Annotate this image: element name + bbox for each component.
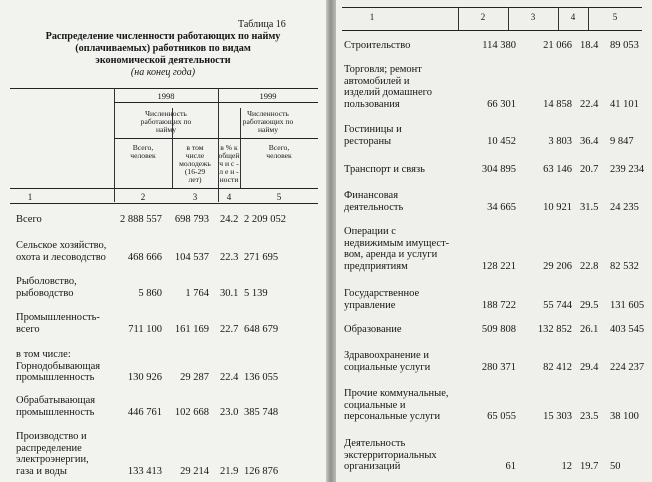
cell-total-1999: 131 605 <box>610 299 645 311</box>
cell-total: 66 301 <box>487 98 516 110</box>
cell-youth: 3 803 <box>548 135 572 147</box>
cell-youth: 63 146 <box>543 164 572 175</box>
row-label: экстерриториальных <box>344 449 437 461</box>
table-title: (оплачиваемых) работников по видам <box>75 43 251 54</box>
cell-total-1999: 126 876 <box>244 465 279 477</box>
row-label: Транспорт и связь <box>344 164 425 175</box>
row-label: промышленность <box>16 406 95 418</box>
subheader-youth: в том <box>186 143 204 152</box>
group-header-1998: найму <box>155 125 177 134</box>
cell-youth: 29 206 <box>543 260 572 272</box>
cell-total-1999: 403 545 <box>610 324 645 335</box>
year-1999: 1999 <box>259 91 277 101</box>
column-number: 2 <box>480 12 486 22</box>
row-label: пользования <box>344 98 400 110</box>
year-rule <box>114 102 318 103</box>
subheader-youth: числе <box>185 151 205 160</box>
cell-percent: 20.7 <box>580 164 599 175</box>
cell-percent: 26.1 <box>580 324 599 335</box>
cell-total-1999: 224 237 <box>610 361 645 373</box>
cell-youth: 15 303 <box>543 411 572 422</box>
group-header-1999: Численность <box>247 109 289 118</box>
column-number-rule <box>10 203 318 204</box>
cell-total: 130 926 <box>127 372 162 383</box>
cell-youth: 10 921 <box>543 201 572 213</box>
row-label: всего <box>16 323 40 335</box>
year-1998: 1998 <box>157 91 175 101</box>
column-number-rule <box>342 30 642 31</box>
cell-total-1999: 648 679 <box>244 323 279 335</box>
row-label: электроэнергии, <box>16 454 89 465</box>
cell-total-1999: 38 100 <box>610 411 639 422</box>
cell-youth: 29 214 <box>180 465 209 477</box>
row-label: Государственное <box>344 288 420 299</box>
cell-total-1999: 385 748 <box>244 406 279 418</box>
cell-percent: 23.5 <box>580 411 599 422</box>
cell-youth: 132 852 <box>537 324 572 335</box>
row-label: в том числе: <box>16 349 71 360</box>
cell-youth: 29 287 <box>180 372 209 383</box>
cell-percent: 22.7 <box>220 323 239 335</box>
cell-total: 133 413 <box>127 465 162 477</box>
cell-total-1999: 41 101 <box>610 98 639 110</box>
cell-total: 446 761 <box>127 406 162 418</box>
row-label: автомобилей и <box>344 75 410 87</box>
table-number: Таблица 16 <box>238 19 286 30</box>
group-header-1999: работающих по <box>242 117 294 126</box>
cell-total: 61 <box>505 461 516 472</box>
cell-percent: 21.9 <box>220 465 239 477</box>
cell-total-1999: 239 234 <box>610 164 645 175</box>
cell-total: 509 808 <box>481 324 516 335</box>
cell-total-1999: 271 695 <box>244 251 279 263</box>
table-title: экономической деятельности <box>95 55 231 66</box>
column-number: 5 <box>276 192 282 202</box>
cell-total: 188 722 <box>481 299 516 311</box>
cell-total: 114 380 <box>482 40 516 51</box>
row-label: Строительство <box>344 40 411 51</box>
subheader-percent: л е н - <box>219 167 239 176</box>
row-label: распределение <box>16 442 82 454</box>
row-label: социальные и <box>344 399 406 411</box>
cell-total: 10 452 <box>487 135 516 147</box>
row-label: Здравоохранение и <box>344 350 429 361</box>
cell-total-1999: 9 847 <box>610 135 634 147</box>
cell-percent: 22.4 <box>580 98 599 110</box>
cell-total: 34 665 <box>487 201 516 213</box>
cell-total: 304 895 <box>481 164 516 175</box>
subheader-total: человек <box>130 151 156 160</box>
row-label: Финансовая <box>344 190 399 201</box>
cell-total-1999: 5 139 <box>244 287 268 299</box>
cell-youth: 21 066 <box>543 40 572 51</box>
group-rule <box>114 138 318 139</box>
column-number: 5 <box>612 12 618 22</box>
cell-total: 280 371 <box>481 361 516 373</box>
row-label: Операции с <box>344 226 396 237</box>
cell-youth: 55 744 <box>543 299 572 311</box>
row-label: управление <box>344 299 396 311</box>
row-label: Производство и <box>16 431 87 442</box>
header-rule <box>10 188 318 189</box>
column-number: 3 <box>530 12 536 22</box>
cell-total-1999: 89 053 <box>610 40 639 51</box>
row-label: Гостиницы и <box>344 124 402 135</box>
row-label: предприятиям <box>344 260 408 272</box>
row-label: Обрабатывающая <box>16 395 96 406</box>
column-number: 2 <box>140 192 146 202</box>
cell-youth: 102 668 <box>174 406 209 418</box>
book-gutter <box>326 0 336 482</box>
group-header-1998: работающих по <box>140 117 192 126</box>
row-label: организаций <box>344 461 401 472</box>
row-label: Промышленность- <box>16 312 100 323</box>
subheader-total: Всего, <box>132 143 154 152</box>
table-top-rule <box>10 88 318 89</box>
row-label: рыбоводство <box>16 287 74 299</box>
row-label: персональные услуги <box>344 411 441 422</box>
cell-percent: 23.0 <box>220 406 239 418</box>
cell-percent: 29.4 <box>580 361 599 373</box>
cell-youth: 14 858 <box>543 98 572 110</box>
row-label: Торговля; ремонт <box>344 64 422 75</box>
column-number: 3 <box>192 192 198 202</box>
row-label: Деятельность <box>344 438 406 449</box>
cell-percent: 22.4 <box>220 372 239 383</box>
table-top-rule <box>342 7 642 8</box>
table-subtitle: (на конец года) <box>130 67 196 78</box>
table-title: Распределение численности работающих по найму <box>45 31 281 42</box>
row-label: газа и воды <box>16 465 67 477</box>
column-number: 4 <box>570 12 576 22</box>
group-header-1998: Численность <box>145 109 187 118</box>
cell-total: 65 055 <box>487 411 516 422</box>
subheader-youth: (16-29 <box>184 167 206 176</box>
row-label: Всего <box>16 214 42 225</box>
subheader-youth: молодежь <box>179 159 211 168</box>
row-label: Сельское хозяйство, <box>16 240 107 251</box>
subheader-percent: ности <box>219 175 239 184</box>
subheader-percent: общей <box>218 151 240 160</box>
cell-total: 128 221 <box>481 260 516 272</box>
row-label: недвижимым имущест- <box>344 237 450 249</box>
cell-total-1999: 82 532 <box>610 260 639 272</box>
cell-percent: 30.1 <box>220 287 239 299</box>
subheader-total-1999: Всего, <box>268 143 290 152</box>
row-label: вом, аренда и услуги <box>344 249 438 260</box>
cell-total-1999: 24 235 <box>610 201 639 213</box>
column-number: 1 <box>369 12 375 22</box>
cell-percent: 24.2 <box>220 214 239 225</box>
row-label: Рыболовство, <box>16 276 77 287</box>
row-label: изделий домашнего <box>344 87 432 98</box>
row-label: социальные услуги <box>344 361 431 373</box>
row-label: деятельность <box>344 201 404 213</box>
cell-percent: 22.8 <box>580 260 599 272</box>
row-label: Прочие коммунальные, <box>344 388 449 399</box>
cell-youth: 161 169 <box>174 323 209 335</box>
column-number: 4 <box>226 192 232 202</box>
cell-total-1999: 50 <box>610 461 621 472</box>
cell-total-1999: 2 209 052 <box>244 214 286 225</box>
subheader-percent: ч и с - <box>219 159 239 168</box>
cell-percent: 18.4 <box>580 40 599 51</box>
row-label: промышленность <box>16 372 95 383</box>
cell-youth: 698 793 <box>174 214 209 225</box>
right-page <box>336 0 652 482</box>
subheader-percent: в % к <box>220 143 238 152</box>
row-label: охота и лесоводство <box>16 251 106 263</box>
cell-percent: 31.5 <box>580 201 599 213</box>
cell-percent: 19.7 <box>580 461 599 472</box>
cell-total-1999: 136 055 <box>244 372 279 383</box>
group-header-1999: найму <box>257 125 279 134</box>
cell-percent: 22.3 <box>220 251 239 263</box>
cell-total: 711 100 <box>128 323 162 335</box>
cell-total: 5 860 <box>138 287 162 299</box>
cell-youth: 12 <box>561 461 572 472</box>
subheader-youth: лет) <box>188 175 202 184</box>
column-number: 1 <box>27 192 33 202</box>
cell-total: 2 888 557 <box>120 214 162 225</box>
subheader-total-1999: человек <box>266 151 292 160</box>
cell-youth: 1 764 <box>185 287 209 299</box>
row-label: рестораны <box>344 135 392 147</box>
row-label: Горнодобывающая <box>16 360 101 372</box>
cell-youth: 104 537 <box>174 251 209 263</box>
cell-total: 468 666 <box>127 251 162 263</box>
cell-percent: 36.4 <box>580 135 599 147</box>
cell-percent: 29.5 <box>580 299 599 311</box>
cell-youth: 82 412 <box>543 361 572 373</box>
row-label: Образование <box>344 324 402 335</box>
